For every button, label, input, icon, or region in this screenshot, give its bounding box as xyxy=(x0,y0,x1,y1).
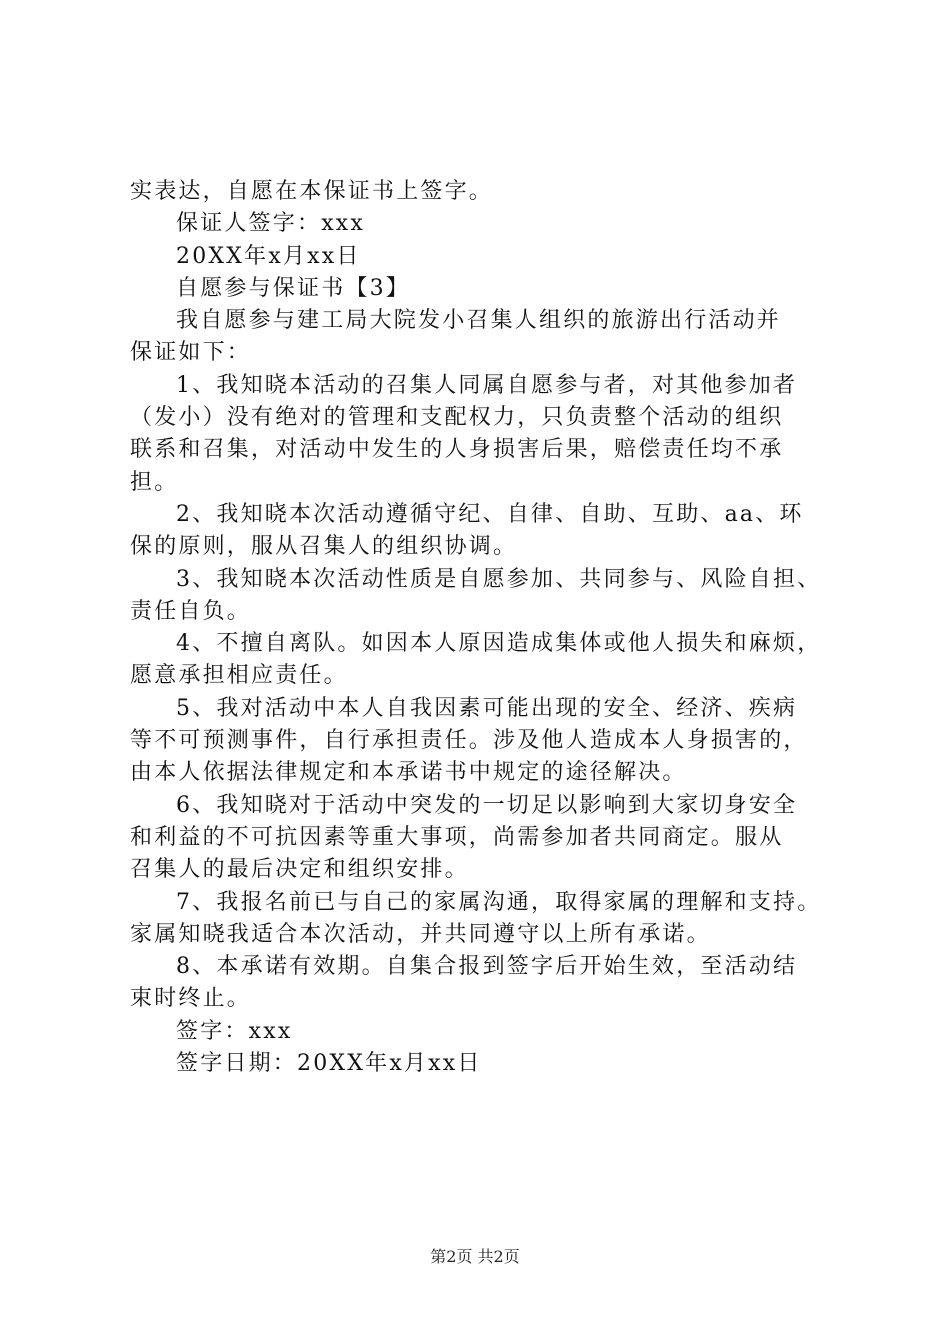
clause-3-line: 3、我知晓本次活动性质是自愿参加、共同参与、风险自担、 xyxy=(176,566,822,592)
clause-1-line: 联系和召集，对活动中发生的人身损害后果，赔偿责任均不承 xyxy=(130,437,784,463)
clause-7-line: 家属知晓我适合本次活动，并共同遵守以上所有承诺。 xyxy=(130,921,711,947)
clause-4-line: 4、不擅自离队。如因本人原因造成集体或他人损失和麻烦， xyxy=(176,631,822,657)
clause-5-line: 等不可预测事件，自行承担责任。涉及他人造成本人身损害的， xyxy=(130,728,808,754)
clause-6-line: 6、我知晓对于活动中突发的一切足以影响到大家切身安全 xyxy=(176,792,798,818)
clause-2-line: 保的原则，服从召集人的组织协调。 xyxy=(130,534,518,560)
signature-date: 20XX年x月xx日 xyxy=(176,243,361,269)
intro-paragraph-line: 我自愿参与建工局大院发小召集人组织的旅游出行活动并 xyxy=(176,308,782,334)
clause-1-line: 担。 xyxy=(130,469,179,495)
page-footer: 第2页 共2页 xyxy=(430,1247,520,1266)
intro-paragraph-line: 保证如下： xyxy=(130,340,252,366)
guarantor-signature: 保证人签字：xxx xyxy=(176,211,366,237)
clause-7-line: 7、我报名前已与自己的家属沟通，取得家属的理解和支持。 xyxy=(176,889,822,915)
clause-1-line: （发小）没有绝对的管理和支配权力，只负责整个活动的组织 xyxy=(130,405,784,431)
clause-1-line: 1、我知晓本活动的召集人同属自愿参与者，对其他参加者 xyxy=(176,372,798,398)
clause-5-line: 由本人依据法律规定和本承诺书中规定的途径解决。 xyxy=(130,760,687,786)
document-body xyxy=(130,176,830,1080)
clause-8-line: 束时终止。 xyxy=(130,986,252,1012)
clause-5-line: 5、我对活动中本人自我因素可能出现的安全、经济、疾病 xyxy=(176,695,798,721)
clause-8-line: 8、本承诺有效期。自集合报到签字后开始生效，至活动结 xyxy=(176,954,798,980)
signer-signature: 签字：xxx xyxy=(176,1018,293,1044)
clause-3-line: 责任自负。 xyxy=(130,598,252,624)
section-title: 自愿参与保证书【3】 xyxy=(176,275,410,301)
clause-2-line: 2、我知晓本次活动遵循守纪、自律、自助、互助、aa、环 xyxy=(176,501,804,527)
signer-date: 签字日期：20XX年x月xx日 xyxy=(176,1051,482,1077)
clause-6-line: 和利益的不可抗因素等重大事项，尚需参加者共同商定。服从 xyxy=(130,824,784,850)
clause-6-line: 召集人的最后决定和组织安排。 xyxy=(130,857,469,883)
clause-4-line: 愿意承担相应责任。 xyxy=(130,663,348,689)
closing-sentence: 实表达，自愿在本保证书上签字。 xyxy=(130,179,494,204)
